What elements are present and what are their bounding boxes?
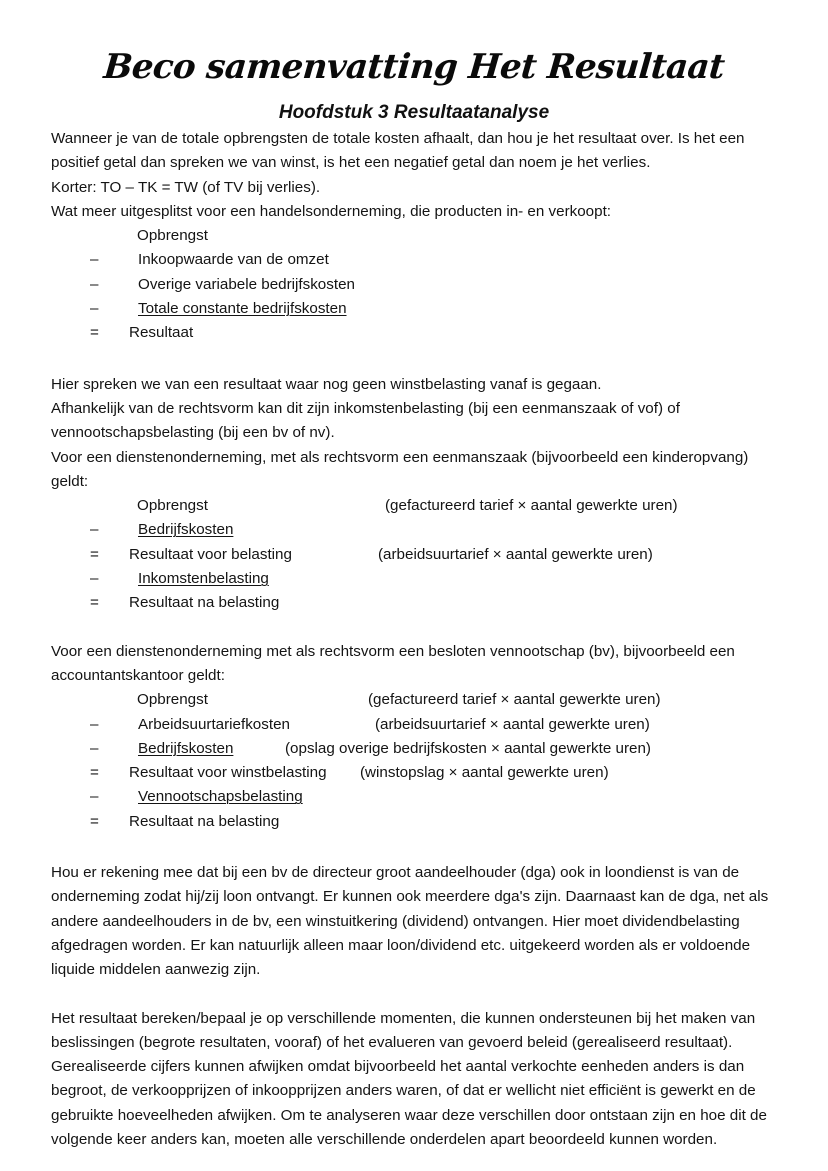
scheme-row-label: Bedrijfskosten — [138, 739, 234, 757]
scheme-row-operator: = — [90, 545, 99, 563]
paragraph-bv-intro: Voor een dienstenonderneming met als rechtsvorm een besloten vennootschap (bv), bijvoorbeeld een accountantskantoor geldt: — [51, 642, 735, 684]
scheme-row-operator: – — [90, 739, 99, 757]
scheme-row — [51, 224, 777, 248]
scheme-bv — [51, 688, 777, 834]
scheme-row-operator: – — [90, 251, 99, 269]
scheme-row — [51, 273, 777, 297]
scheme-row-label: Bedrijfskosten — [138, 521, 234, 539]
scheme-row-operator: = — [90, 764, 99, 782]
scheme-row-label: Inkomstenbelasting — [138, 570, 269, 588]
chapter-subtitle: Hoofdstuk 3 Resultaatanalyse — [278, 102, 550, 123]
scheme-row — [51, 591, 777, 615]
scheme-row-label: Resultaat na belasting — [129, 594, 280, 612]
scheme-row-formula: (gefactureerd tarief × aantal gewerkte uren) — [368, 691, 661, 709]
scheme-row-operator: – — [90, 715, 99, 733]
spacer — [51, 616, 777, 640]
paragraph-dga: Hou er rekening mee dat bij een bv de directeur groot aandeelhouder (dga) ook in loondienst is van de onderneming zodat hij/zij loon ontvangt. Er kunnen ook meerdere dga's zijn. Daarnaast kan de dga, net als andere aandeelhouders in de bv, een winstuitkering (dividend) ontvangen. Hier moet dividendbelasting afgedragen worden. Er kan natuurlijk alleen maar loon/dividend etc. uitgekeerd worden als er voldoende liquide middelen aanwezig zijn. — [51, 864, 769, 979]
scheme-row-label: Totale constante bedrijfskosten — [138, 300, 347, 318]
paragraph-momenten: Het resultaat bereken/bepaal je op verschillende momenten, die kunnen ondersteunen bij het maken van beslissingen (begrote resultaten, vooraf) of het evalueren van gevoerd beleid (gerealiseerd resultaat). — [51, 1009, 756, 1051]
scheme-row — [51, 518, 777, 542]
scheme-row-formula: (arbeidsuurtarief × aantal gewerkte uren) — [375, 715, 650, 733]
spacer — [51, 346, 777, 373]
document-body — [51, 127, 777, 1152]
paragraph-uitgesplitst: Wat meer uitgesplitst voor een handelsonderneming, die producten in- en verkoopt: — [51, 202, 612, 220]
scheme-row-label: Resultaat na belasting — [129, 812, 280, 830]
scheme-row-label: Opbrengst — [137, 497, 208, 515]
spacer — [51, 834, 777, 861]
page-title: Beco samenvatting Het Resultaat — [102, 47, 726, 87]
scheme-row-label: Inkoopwaarde van de omzet — [138, 251, 329, 269]
scheme-row-operator: = — [90, 594, 99, 612]
paragraph-rechtsvorm: Afhankelijk van de rechtsvorm kan dit zijn inkomstenbelasting (bij een eenmanszaak of vof) of vennootschapsbelasting (bij een bv of nv). — [51, 399, 680, 442]
scheme-row-operator: = — [90, 812, 99, 830]
scheme-row-label: Arbeidsuurtariefkosten — [138, 715, 290, 733]
paragraph-winstbelasting: Hier spreken we van een resultaat waar nog geen winstbelasting vanaf is gegaan. — [51, 375, 602, 393]
scheme-row-label: Opbrengst — [137, 691, 208, 709]
scheme-row-operator: – — [90, 275, 99, 293]
scheme-row-label: Vennootschapsbelasting — [138, 788, 303, 806]
scheme-row — [51, 567, 777, 591]
scheme-row-operator: – — [90, 570, 99, 588]
scheme-row-formula: (opslag overige bedrijfskosten × aantal gewerkte uren) — [285, 739, 651, 757]
scheme-row-label: Opbrengst — [137, 227, 208, 245]
scheme-row-label: Resultaat voor belasting — [129, 545, 292, 563]
scheme-row-label: Resultaat — [129, 324, 194, 342]
scheme-row — [51, 785, 777, 809]
scheme-row-formula: (winstopslag × aantal gewerkte uren) — [360, 764, 609, 782]
scheme-row-label: Overige variabele bedrijfskosten — [138, 275, 355, 293]
paragraph-korter: Korter: TO – TK = TW (of TV bij verlies). — [51, 178, 321, 196]
scheme-row — [51, 737, 777, 761]
scheme-row — [51, 713, 777, 737]
scheme-row — [51, 248, 777, 272]
scheme-row — [51, 321, 777, 345]
scheme-row — [51, 543, 777, 567]
scheme-handelsonderneming — [51, 224, 777, 345]
scheme-row-operator: – — [90, 788, 99, 806]
scheme-row — [51, 688, 777, 712]
scheme-row-operator: – — [90, 521, 99, 539]
scheme-row — [51, 494, 777, 518]
scheme-row-operator: = — [90, 324, 99, 342]
scheme-row-formula: (gefactureerd tarief × aantal gewerkte uren) — [385, 497, 678, 515]
scheme-row-label: Resultaat voor winstbelasting — [129, 764, 327, 782]
scheme-row-formula: (arbeidsuurtarief × aantal gewerkte uren) — [378, 545, 653, 563]
paragraph-gerealiseerd: Gerealiseerde cijfers kunnen afwijken omdat bijvoorbeeld het aantal verkochte eenheden anders is dan begroot, de verkoopprijzen of inkoopprijzen anders waren, of dat er wellicht niet efficiënt is gewerkt en de gebruikte hoeveelheden afwijken. Om te analyseren waar deze verschillen door ontstaan zijn en hoe dit de volgende keer anders kan, moeten alle verschillende onderdelen apart beoordeeld kunnen worden. — [51, 1058, 767, 1148]
scheme-row — [51, 810, 777, 834]
scheme-row — [51, 761, 777, 785]
spacer — [51, 983, 777, 1007]
scheme-eenmanszaak — [51, 494, 777, 615]
scheme-row-operator: – — [90, 300, 99, 318]
scheme-row — [51, 297, 777, 321]
paragraph-intro: Wanneer je van de totale opbrengsten de totale kosten afhaalt, dan hou je het resultaat over. Is het een positief getal dan spreken we van winst, is het een negatief getal dan noem je het verlies. — [51, 130, 745, 172]
paragraph-eenmanszaak-intro: Voor een dienstenonderneming, met als rechtsvorm een eenmanszaak (bijvoorbeeld een kinderopvang) geldt: — [51, 448, 749, 490]
